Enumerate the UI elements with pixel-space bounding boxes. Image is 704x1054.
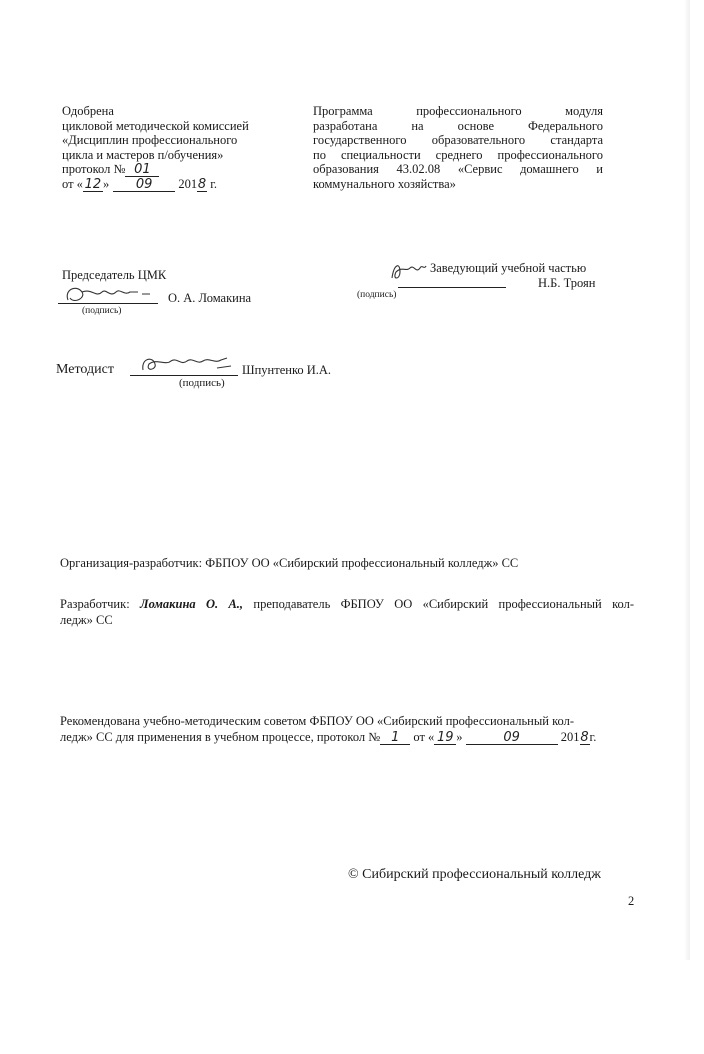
approval-block	[62, 104, 292, 192]
date-suffix: г.	[210, 177, 218, 192]
chair-title: Председатель ЦМК	[62, 268, 167, 282]
methodist-signature-caption: (подпись)	[179, 377, 225, 389]
recommendation-date-month: 09	[466, 732, 558, 745]
recommendation-line2	[60, 729, 634, 745]
date-year-prefix: 201	[178, 177, 198, 192]
methodist-name: Шпунтенко И.А.	[242, 363, 332, 377]
approval-line3: «Дисциплин профессионального	[62, 133, 238, 148]
chair-signature	[62, 282, 152, 308]
recommendation-suffix: г.	[589, 730, 597, 744]
protocol-label: протокол №	[62, 162, 126, 177]
program-line5: образования 43.02.08 «Сервис домашнего и	[313, 162, 603, 177]
program-line1: Программа профессионального модуля	[313, 104, 603, 118]
approval-protocol	[62, 162, 292, 177]
recommendation-date-prefix: от «	[413, 730, 435, 744]
recommendation-date-sep: »	[456, 730, 463, 744]
chair-name: О. А. Ломакина	[168, 291, 252, 305]
program-line2: разработана на основе Федерального	[313, 118, 603, 133]
date-month: 09	[113, 179, 175, 192]
organization-text: Организация-разработчик: ФБПОУ ОО «Сибирский профессиональный колледж» СС	[60, 556, 519, 570]
date-year-digit: 8	[197, 177, 207, 193]
head-signature	[388, 258, 428, 284]
head-title: Заведующий учебной частью	[430, 261, 587, 275]
recommendation-protocol-number: 1	[380, 732, 410, 745]
scan-edge-shadow	[684, 0, 690, 960]
methodist-label: Методист	[56, 362, 114, 377]
date-prefix: от «	[62, 177, 83, 192]
developer-block	[60, 596, 634, 628]
chair-signature-line	[58, 303, 158, 304]
head-signature-line	[398, 287, 506, 288]
recommendation-year-digit: 8	[580, 730, 589, 745]
program-line4: по специальности среднего профессионального	[313, 147, 603, 162]
developer-line1	[60, 596, 634, 612]
developer-line2: ледж» СС	[60, 613, 113, 627]
recommendation-block	[60, 713, 634, 745]
developer-label: Разработчик:	[60, 597, 130, 611]
copyright: © Сибирский профессиональный колледж	[348, 867, 601, 882]
developer-name: Ломакина О. А.,	[140, 597, 244, 611]
recommendation-line2-text: ледж» СС для применения в учебном процессе, протокол №	[60, 730, 381, 744]
approval-line2: цикловой методической комиссией	[62, 118, 249, 133]
approval-line1: Одобрена	[62, 104, 114, 118]
methodist-signature-line	[130, 375, 238, 376]
approval-line4: цикла и мастеров п/обучения»	[62, 147, 224, 162]
methodist-signature	[135, 352, 235, 376]
program-line6: коммунального хозяйства»	[313, 176, 456, 191]
date-day: 12	[84, 177, 102, 193]
date-sep: »	[102, 177, 110, 192]
recommendation-year-prefix: 201	[560, 730, 580, 744]
page-number: 2	[628, 894, 635, 908]
recommendation-date-day: 19	[434, 732, 456, 745]
program-block	[313, 104, 603, 192]
chair-signature-caption: (подпись)	[82, 306, 122, 316]
program-line3: государственного образовательного стандарта	[313, 133, 603, 148]
approval-date	[62, 177, 292, 192]
head-name: Н.Б. Троян	[538, 276, 596, 290]
protocol-number: 01	[125, 164, 159, 177]
developer-rest-line1: преподаватель ФБПОУ ОО «Сибирский профессиональный кол-	[253, 597, 635, 611]
head-signature-caption: (подпись)	[357, 290, 397, 300]
recommendation-line1: Рекомендована учебно-методическим советом ФБПОУ ОО «Сибирский профессиональный кол-	[60, 714, 575, 728]
